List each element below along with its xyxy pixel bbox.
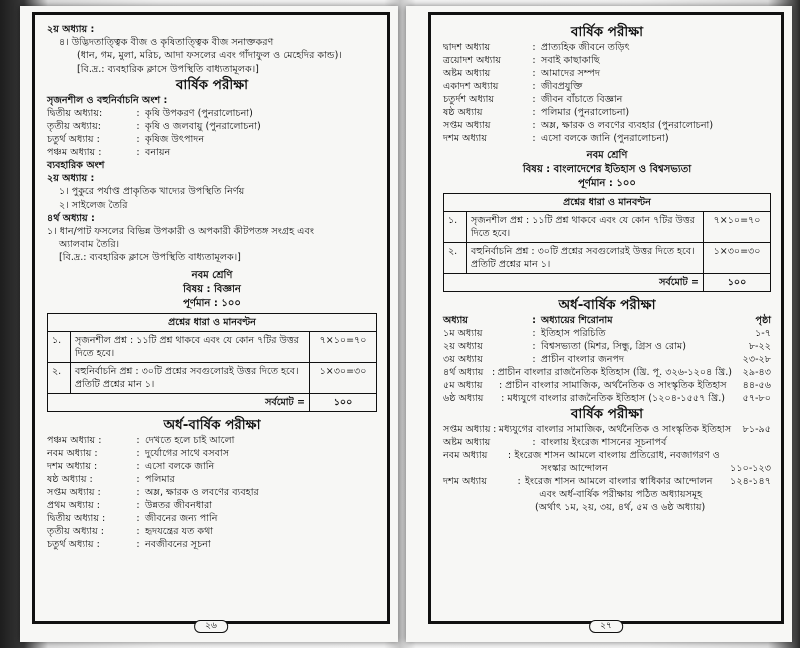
syllabus-row: ষষ্ঠ অধ্যায় : পলিমার (পুনরালোচনা) [443, 106, 771, 119]
syllabus-row: তৃতীয় অধ্যায় : : হৃদযন্ত্রের যত কথা [47, 525, 377, 538]
note: [বি.দ্র.: ব্যবহারিক ক্লাসে উপস্থিতি বাধ্যতামূলক।] [77, 63, 259, 75]
chapter-title: বাংলায় ইংরেজ শাসনের সূচনাপর্ব [541, 437, 667, 448]
syllabus-row: দ্বাদশ অধ্যায় : প্রাত্যহিক জীবনে তড়িৎ [443, 41, 771, 54]
page-range [705, 501, 771, 514]
chapter-title: জীবনের জন্য পানি [145, 512, 218, 524]
total-label: সর্বমোট = [48, 393, 310, 411]
chapter-label: ৬ষ্ঠ অধ্যায় [443, 393, 484, 404]
chapter-title: ইতিহাস পরিচিতি [541, 328, 606, 339]
chapter-label: সপ্তম অধ্যায় : [47, 486, 101, 498]
chapter-title: (অর্থাৎ ১ম, ২য়, ৩য়, ৪র্থ, ৫ম ও ৬ষ্ঠ অধ্যায়) [534, 502, 706, 513]
full-marks: পূর্ণমান : ১০০ [578, 178, 636, 189]
chapter-label: তৃতীয় অধ্যায় : [47, 525, 105, 537]
full-marks: পূর্ণমান : ১০০ [183, 297, 241, 309]
syllabus-row: দশম অধ্যায় : এসো বলকে জানি (পুনরালোচনা) [443, 132, 771, 145]
col-heading: অধ্যায়ের শিরোনাম [541, 315, 613, 326]
chapter-title: জীবপ্রযুক্তি [541, 81, 583, 92]
syllabus-row: অষ্টম অধ্যায় : বাংলায় ইংরেজ শাসনের সূচনাপর্ব [443, 436, 771, 449]
syllabus-row [443, 488, 771, 501]
chapter-title: ইংরেজ শাসন আমলে বাংলায় প্রতিরোধ, নবজাগরণ ও [514, 450, 720, 461]
syllabus-row: দ্বিতীয় অধ্যায়: : কৃষি উপকরণ (পুনরালোচনা) [47, 107, 377, 120]
row-number: ১. [48, 331, 71, 362]
chapter-title: সংস্কার আন্দোলন [541, 463, 608, 474]
syllabus-row: প্রথম অধ্যায় : : উন্নতর জীবনধারা [47, 499, 377, 512]
page-range: ৮১-৯৫ [742, 424, 771, 435]
chapter-label: ১ম অধ্যায় [443, 328, 483, 339]
practical-item: ১। পুকুরে পর্যাপ্ত প্রাকৃতিক খাদ্যের উপস্থিতি নির্ণয় [59, 186, 245, 198]
annual-exam-title: বার্ষিক পরীক্ষা [175, 76, 249, 93]
marks-distribution-table [443, 193, 771, 292]
chapter-title: কৃষিজ উৎপাদন [145, 134, 205, 146]
subject-label: বিষয় : বাংলাদেশের ইতিহাস ও বিশ্বসভ্যতা [522, 164, 692, 175]
table-row [48, 331, 377, 362]
syllabus-list [443, 41, 771, 145]
total-value: ১০০ [310, 393, 377, 411]
syllabus-row: সপ্তম অধ্যায় : অম্ল, ক্ষারক ও লবণের ব্যবহার (পুনরালোচনা) [443, 119, 771, 132]
chapter-title: জীবন বাঁচাতে বিজ্ঞান [541, 94, 623, 105]
page-range: ৪৪-৫৬ [742, 380, 771, 391]
chapter-label: নবম অধ্যায় [443, 450, 488, 461]
syllabus-row: নবম অধ্যায় : ইংরেজ শাসন আমলে বাংলায় প্রতিরোধ, নবজাগরণ ও [443, 449, 771, 462]
chapter-label [443, 501, 522, 514]
syllabus-row: ৬ষ্ঠ অধ্যায় : মধ্যযুগে বাংলার রাজনৈতিক ইতিহাস (১২০৪-১৫৫৭ খ্রি.) ৫৭-৮০ [443, 393, 771, 404]
syllabus-row: ৪র্থ অধ্যায় : প্রাচীন বাংলার রাজনৈতিক ইতিহাস (খ্রি. পূ. ৩২৬-১২০৪ খ্রি.) ২৯-৪৩ [443, 367, 771, 378]
chapter-title: বনায়ন [145, 147, 171, 159]
syllabus-row: অষ্টম অধ্যায় : আমাদের সম্পদ [443, 67, 771, 80]
chapter-label: চতুর্দশ অধ্যায় [443, 94, 495, 105]
question-description: সৃজনশীল প্রশ্ন : ১১টি প্রশ্ন থাকবে এবং যে কোন ৭টির উত্তর দিতে হবে। [71, 331, 310, 362]
marks: ১×৩০=৩০ [310, 362, 377, 393]
chapter-title: আমাদের সম্পদ [541, 68, 601, 79]
chapter-heading: ৪র্থ অধ্যায় : [47, 212, 95, 224]
page-range: ২৩-২৮ [742, 354, 771, 365]
syllabus-row: তৃতীয় অধ্যায়: : কৃষি ও জলবায়ু (পুনরালোচনা) [47, 120, 377, 133]
section-heading: সৃজনশীল ও বহুনির্বাচনি অংশ : [47, 94, 168, 106]
table-row [444, 243, 771, 274]
chapter-label: ২য় অধ্যায় [443, 341, 483, 352]
syllabus-row: সপ্তম অধ্যায় : মধ্যযুগের বাংলার সামাজিক, অর্থনৈতিক ও সাংস্কৃতিক ইতিহাস ৮১-৯৫ [443, 424, 771, 435]
marks-distribution-table [47, 313, 377, 412]
syllabus-row: দশম অধ্যায় : : এসো বলকে জানি [47, 460, 377, 473]
chapter-label: প্রথম অধ্যায় : [47, 499, 100, 511]
chapter-title: প্রাচীন বাংলার সামাজিক, অর্থনৈতিক ও সাংস্কৃতিক ইতিহাস [505, 380, 727, 391]
page-range: ৮-২২ [748, 341, 771, 352]
chapter-label: সপ্তম অধ্যায় [443, 120, 491, 131]
syllabus-row: একাদশ অধ্যায় : জীবপ্রযুক্তি [443, 80, 771, 93]
syllabus-row: চতুর্থ অধ্যায় : : কৃষিজ উৎপাদন [47, 133, 377, 146]
table-row [444, 212, 771, 243]
chapter-title: বিশ্বসভ্যতা (মিশর, সিন্ধু, গ্রিস ও রোম) [541, 341, 686, 352]
row-number: ২. [48, 362, 71, 393]
chapter-title: সবাই কাছাকাছি [541, 55, 600, 66]
chapter-label: পঞ্চম অধ্যায় : [47, 147, 102, 159]
marks: ১×৩০=৩০ [704, 243, 771, 274]
syllabus-row: ২য় অধ্যায় : বিশ্বসভ্যতা (মিশর, সিন্ধু, গ্রিস ও রোম) ৮-২২ [443, 341, 771, 352]
page-range [720, 449, 771, 462]
chapter-title: মধ্যযুগে বাংলার রাজনৈতিক ইতিহাস (১২০৪-১৫৫৭ খ্রি.) [507, 393, 726, 404]
left-page-content [47, 23, 377, 551]
chapter-title: নবজীবনের সূচনা [145, 538, 211, 550]
marks: ৭×১০=৭০ [310, 331, 377, 362]
row-number: ১. [444, 212, 467, 243]
annual-exam-title: বার্ষিক পরীক্ষা [570, 406, 644, 422]
practical-item: ৪। উদ্ভিদতাত্ত্বিক বীজ ও কৃষিতাত্ত্বিক বীজ সনাক্তকরণ [59, 37, 274, 49]
syllabus-row: পঞ্চম অধ্যায় : : দেখতে হলে চাই আলো [47, 434, 377, 447]
syllabus-row: পঞ্চম অধ্যায় : : বনায়ন [47, 146, 377, 159]
total-row [444, 274, 771, 292]
class-label: নবম শ্রেণি [191, 269, 233, 281]
syllabus-row [443, 501, 771, 514]
half-yearly-title: অর্ধ-বার্ষিক পরীক্ষা [163, 416, 261, 433]
page-range: ৫৭-৮০ [742, 393, 771, 404]
practical-item-detail: (ধান, গম, মুলা, মরিচ, আদা ফসলের এবং গাঁদাফুল ও মেহেদির কান্ড)। [77, 50, 342, 62]
chapter-title: কৃষি উপকরণ (পুনরালোচনা) [145, 108, 253, 120]
chapter-label: একাদশ অধ্যায় [443, 81, 499, 92]
chapter-label [443, 488, 526, 501]
syllabus-row: দশম অধ্যায় : ইংরেজ শাসন আমলে বাংলার স্বাধিকার আন্দোলন ১২৪-১৪৭ [443, 476, 771, 487]
page-range [701, 436, 771, 449]
chapter-label: ৩য় অধ্যায় [443, 354, 483, 365]
syllabus-list [443, 423, 771, 514]
syllabus-row: ৩য় অধ্যায় : প্রাচীন বাংলার জনপদ ২৩-২৮ [443, 354, 771, 365]
right-page-content [443, 23, 771, 514]
chapter-label: দশম অধ্যায় [443, 476, 487, 487]
chapter-title: প্রাচীন বাংলার জনপদ [541, 354, 625, 365]
page-range: ১১০-১২৩ [730, 463, 771, 474]
question-description: বহুনির্বাচনি প্রশ্ন : ৩০টি প্রশ্নের সবগুলোরই উত্তর দিতে হবে। প্রতিটি প্রশ্নের মান ১। [71, 362, 310, 393]
syllabus-row [443, 462, 771, 475]
chapter-label: দ্বিতীয় অধ্যায়: [47, 108, 103, 120]
syllabus-row: ৫ম অধ্যায় : প্রাচীন বাংলার সামাজিক, অর্থনৈতিক ও সাংস্কৃতিক ইতিহাস ৪৪-৫৬ [443, 380, 771, 391]
chapter-label: ষষ্ঠ অধ্যায় [443, 107, 483, 118]
chapter-label: দ্বিতীয় অধ্যায় : [47, 512, 106, 524]
page-range: ১২৪-১৪৭ [730, 476, 771, 487]
chapter-title: ইংরেজ শাসন আমলে বাংলার স্বাধিকার আন্দোলন [524, 476, 713, 487]
chapter-title: অম্ল, ক্ষারক ও লবণের ব্যবহার [145, 486, 259, 498]
chapter-title: কৃষি ও জলবায়ু (পুনরালোচনা) [145, 121, 261, 133]
chapter-label: অষ্টম অধ্যায় [443, 437, 491, 448]
page-number: ২৭ [589, 620, 623, 633]
question-description: বহুনির্বাচনি প্রশ্ন : ৩০টি প্রশ্নের সবগুলোরই উত্তর দিতে হবে। প্রতিটি প্রশ্নের মান ১। [467, 243, 704, 274]
syllabus-row: ১ম অধ্যায় : ইতিহাস পরিচিতি ১-৭ [443, 328, 771, 339]
column-headers: অধ্যায় : অধ্যায়ের শিরোনাম পৃষ্ঠা [443, 315, 771, 326]
chapter-label: চতুর্থ অধ্যায় : [47, 538, 100, 550]
left-page-frame [32, 12, 390, 631]
page-range: ১-৭ [755, 328, 771, 339]
chapter-title: দুর্যোগের সাথে বসবাস [145, 447, 230, 459]
total-value: ১০০ [704, 274, 771, 292]
col-chapter: অধ্যায় [443, 315, 468, 326]
syllabus-row: ত্রয়োদশ অধ্যায় : সবাই কাছাকাছি [443, 54, 771, 67]
class-label: নবম শ্রেণি [586, 150, 628, 161]
chapter-label: ষষ্ঠ অধ্যায় : [47, 473, 93, 485]
chapter-label: দশম অধ্যায় [443, 133, 487, 144]
note: [বি.দ্র.: ব্যবহারিক ক্লাসে উপস্থিতি বাধ্যতামূলক।] [59, 252, 241, 264]
right-page [406, 6, 792, 642]
table-header: প্রশ্নের ধারা ও মানবণ্টন [48, 313, 377, 331]
question-description: সৃজনশীল প্রশ্ন : ১১টি প্রশ্ন থাকবে এবং যে কোন ৭টির উত্তর দিতে হবে। [467, 212, 704, 243]
chapter-title: উন্নতর জীবনধারা [145, 499, 213, 511]
chapter-label: চতুর্থ অধ্যায় : [47, 134, 100, 146]
right-page-frame [428, 12, 784, 631]
table-header: প্রশ্নের ধারা ও মানবণ্টন [444, 194, 771, 212]
page-number: ২৬ [194, 620, 228, 633]
half-yearly-title: অর্ধ-বার্ষিক পরীক্ষা [558, 297, 656, 313]
chapter-label: অষ্টম অধ্যায় [443, 68, 491, 79]
subject-label: বিষয় : বিজ্ঞান [183, 283, 241, 295]
chapter-label: দ্বাদশ অধ্যায় [443, 42, 491, 53]
syllabus-row: নবম অধ্যায় : : দুর্যোগের সাথে বসবাস [47, 447, 377, 460]
table-row [48, 362, 377, 393]
chapter-title: প্রাচীন বাংলার রাজনৈতিক ইতিহাস (খ্রি. পূ. ৩২৬-১২০৪ খ্রি.) [497, 367, 733, 378]
syllabus-row: সপ্তম অধ্যায় : : অম্ল, ক্ষারক ও লবণের ব্যবহার [47, 486, 377, 499]
chapter-title: হৃদযন্ত্রের যত কথা [145, 525, 214, 537]
chapter-title: অম্ল, ক্ষারক ও লবণের ব্যবহার (পুনরালোচনা) [541, 120, 714, 131]
practical-item-detail: অ্যালবাম তৈরি। [59, 239, 120, 251]
left-page [20, 6, 398, 642]
chapter-title: এবং অর্ধ-বার্ষিক পরীক্ষায় পঠিত অধ্যায়সমূহ [539, 489, 703, 500]
chapter-label: ৪র্থ অধ্যায় [443, 367, 484, 378]
total-label: সর্বমোট = [444, 274, 704, 292]
chapter-label: ৫ম অধ্যায় [443, 380, 483, 391]
chapter-label: নবম অধ্যায় : [47, 447, 98, 459]
page-range [702, 488, 771, 501]
syllabus-row: চতুর্থ অধ্যায় : : নবজীবনের সূচনা [47, 538, 377, 551]
chapter-title: পলিমার [145, 473, 175, 485]
chapter-heading: ২য় অধ্যায় : [47, 173, 95, 185]
syllabus-row: ষষ্ঠ অধ্যায় : : পলিমার [47, 473, 377, 486]
page-range: ২৯-৪৩ [742, 367, 771, 378]
row-number: ২. [444, 243, 467, 274]
chapter-label [443, 462, 527, 475]
syllabus-row: চতুর্দশ অধ্যায় : জীবন বাঁচাতে বিজ্ঞান [443, 93, 771, 106]
chapter-title: পলিমার (পুনরালোচনা) [541, 107, 630, 118]
chapter-title: মধ্যযুগের বাংলার সামাজিক, অর্থনৈতিক ও সাংস্কৃতিক ইতিহাস [498, 424, 732, 435]
section-heading: ব্যবহারিক অংশ [47, 160, 105, 172]
chapter-label: সপ্তম অধ্যায় [443, 424, 491, 435]
syllabus-list [47, 107, 377, 159]
marks: ৭×১০=৭০ [704, 212, 771, 243]
chapter-label: পঞ্চম অধ্যায় : [47, 434, 102, 446]
col-page: পৃষ্ঠা [755, 315, 771, 326]
chapter-label: দশম অধ্যায় : [47, 460, 98, 472]
annual-exam-title: বার্ষিক পরীক্ষা [570, 24, 644, 40]
chapter-title: এসো বলকে জানি [145, 460, 215, 472]
syllabus-row: দ্বিতীয় অধ্যায় : : জীবনের জন্য পানি [47, 512, 377, 525]
practical-item: ২। সাইলেজ তৈরি [59, 199, 128, 211]
practical-item: ১। ধান/পাট ফসলের বিভিন্ন উপকারী ও অপকারী কীটপতঙ্গ সংগ্রহ এবং [47, 226, 314, 238]
chapter-label: তৃতীয় অধ্যায়: [47, 121, 101, 133]
chapter-title: দেখতে হলে চাই আলো [145, 434, 235, 446]
chapter-heading: ২য় অধ্যায় : [47, 24, 95, 35]
syllabus-list [47, 434, 377, 551]
syllabus-list [443, 327, 771, 405]
chapter-label: ত্রয়োদশ অধ্যায় [443, 55, 502, 66]
chapter-title: প্রাত্যহিক জীবনে তড়িৎ [541, 42, 630, 53]
total-row [48, 393, 377, 411]
chapter-title: এসো বলকে জানি (পুনরালোচনা) [541, 133, 669, 144]
